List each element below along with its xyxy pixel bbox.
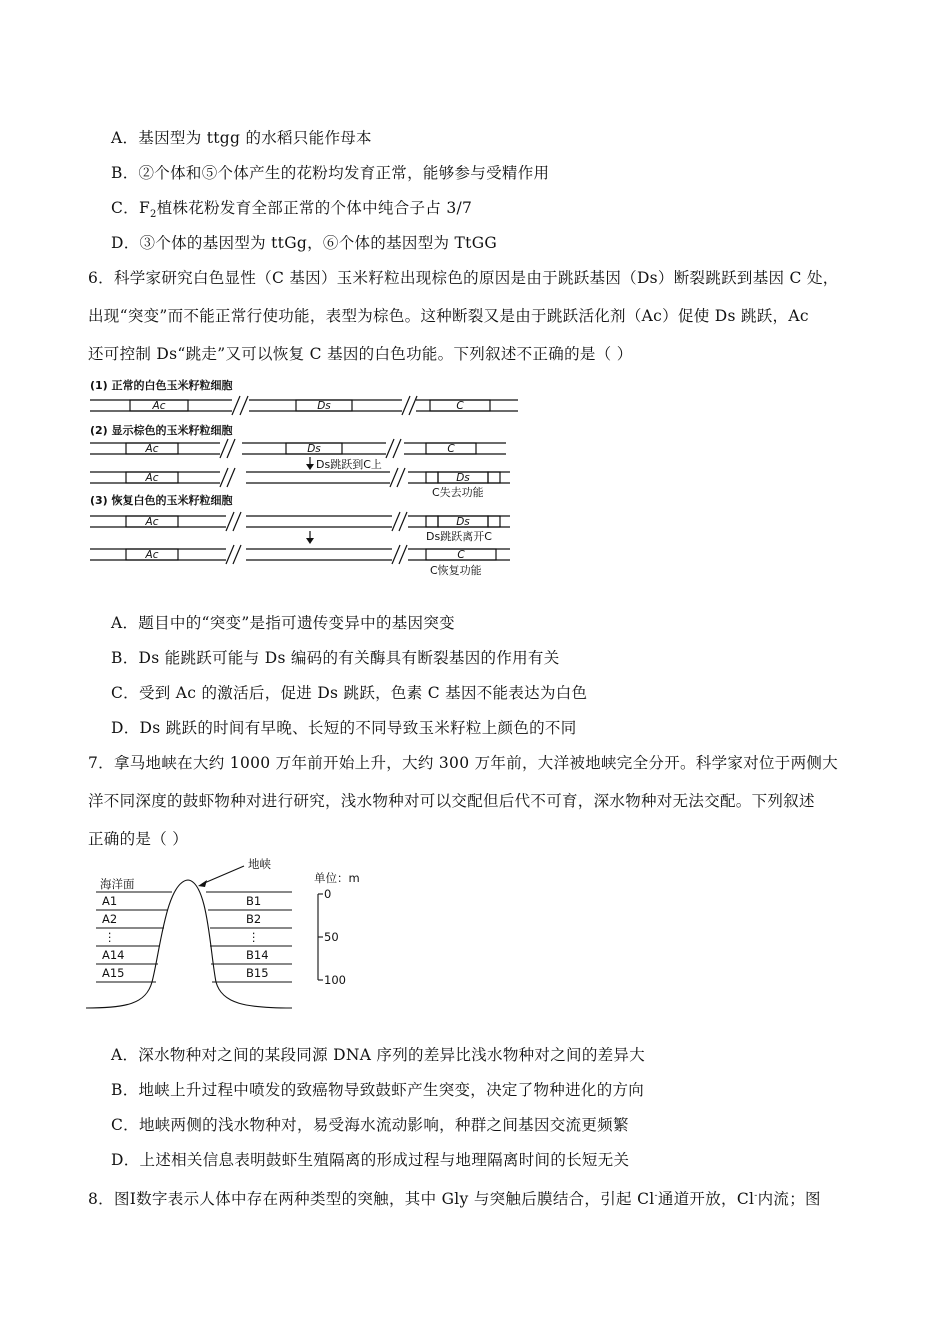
q5-option-b: B．②个体和⑤个体产生的花粉均发育正常，能够参与受精作用 [111, 164, 550, 182]
fig6-c-5: C [457, 549, 465, 561]
q7-option-d: D．上述相关信息表明鼓虾生殖隔离的形成过程与地理隔离时间的长短无关 [111, 1151, 630, 1169]
fig6-ds-3: Ds [456, 472, 470, 484]
fig6-ds-1: Ds [317, 400, 331, 412]
q7-stem-line-3: 正确的是（ ） [88, 830, 189, 848]
fig7-unit-label: 单位：m [314, 871, 360, 885]
q5-option-d: D．③个体的基因型为 ttGg，⑥个体的基因型为 TtGG [111, 234, 498, 252]
fig6-ac-5: Ac [145, 549, 159, 561]
q6-option-a: A．题目中的“突变”是指可遗传变异中的基因突变 [111, 614, 455, 632]
q6-chromosome-figure [86, 375, 526, 585]
fig7-right-b2: B2 [246, 912, 262, 926]
fig7-isthmus-label: 地峡 [248, 857, 271, 871]
fig7-sea-surface-label: 海洋面 [100, 877, 135, 891]
fig7-left-a14: A14 [102, 948, 125, 962]
fig7-right-b1: B1 [246, 894, 262, 908]
fig7-left-a15: A15 [102, 966, 125, 980]
fig6-c-lost-label: C失去功能 [432, 486, 484, 499]
q7-option-b: B．地峡上升过程中喷发的致癌物导致鼓虾产生突变，决定了物种进化的方向 [111, 1081, 645, 1099]
fig6-ac-4: Ac [145, 516, 159, 528]
fig7-right-b15: B15 [246, 966, 269, 980]
fig7-right-dots: ⋮ [248, 930, 260, 944]
fig7-tick-100: 100 [324, 973, 346, 987]
fig6-c-restored-label: C恢复功能 [430, 564, 482, 577]
q5-option-c: C．$F_2$植株花粉发育全部正常的个体中纯合子占 3/7 [111, 199, 473, 221]
fig6-c-1: C [456, 400, 464, 412]
fig6-label-normal: (1) 正常的白色玉米籽粒细胞 [90, 379, 233, 392]
q7-stem-line-2: 洋不同深度的鼓虾物种对进行研究，浅水物种对可以交配但后代不可育，深水物种对无法交配。下列叙述 [88, 792, 815, 810]
q6-option-d: D．Ds 跳跃的时间有早晚、长短的不同导致玉米籽粒上颜色的不同 [111, 719, 577, 737]
fig7-tick-0: 0 [324, 887, 332, 901]
q7-stem-line-1: 7．拿马地峡在大约 1000 万年前开始上升，大约 300 万年前，大洋被地峡完全分开。科学家对位于两侧大 [88, 754, 839, 772]
fig7-left-a1: A1 [102, 894, 118, 908]
q7-isthmus-figure [86, 852, 386, 1012]
fig6-ac-2: Ac [145, 443, 159, 455]
fig7-tick-50: 50 [324, 930, 339, 944]
fig6-ac-1: Ac [152, 400, 166, 412]
fig7-left-dots: ⋮ [104, 930, 116, 944]
fig7-left-a2: A2 [102, 912, 118, 926]
q6-option-c: C．受到 Ac 的激活后，促进 Ds 跳跃，色素 C 基因不能表达为白色 [111, 684, 588, 702]
fig6-ac-3: Ac [145, 472, 159, 484]
q7-option-c: C．地峡两侧的浅水物种对，易受海水流动影响，种群之间基因交流更频繁 [111, 1116, 629, 1134]
q6-stem-line-1: 6．科学家研究白色显性（C 基因）玉米籽粒出现棕色的原因是由于跳跃基因（Ds）断裂跳跃到基因 C 处， [88, 269, 839, 287]
fig7-right-b14: B14 [246, 948, 269, 962]
q6-stem-line-3: 还可控制 Ds“跳走”又可以恢复 C 基因的白色功能。下列叙述不正确的是（ ） [88, 345, 633, 363]
fig6-ds-4: Ds [456, 516, 470, 528]
q8-stem-line-1: 8．图Ⅰ数字表示人体中存在两种类型的突触，其中 Gly 与突触后膜结合，引起 Cl-通道开放，Cl-内流；图 [88, 1190, 821, 1209]
q5-option-a: A．基因型为 ttgg 的水稻只能作母本 [111, 129, 372, 147]
fig6-jump-away-label: Ds跳跃离开C [426, 530, 492, 543]
fig6-jump-to-label: Ds跳跃到C上 [316, 458, 382, 471]
fig6-label-brown: (2) 显示棕色的玉米籽粒细胞 [90, 424, 233, 437]
fig6-ds-2: Ds [307, 443, 321, 455]
q6-option-b: B．Ds 能跳跃可能与 Ds 编码的有关酶具有断裂基因的作用有关 [111, 649, 560, 667]
q6-stem-line-2: 出现“突变”而不能正常行使功能，表型为棕色。这种断裂又是由于跳跃活化剂（Ac）促使 Ds 跳跃，Ac [88, 307, 809, 325]
q7-option-a: A．深水物种对之间的某段同源 DNA 序列的差异比浅水物种对之间的差异大 [111, 1046, 646, 1064]
fig6-label-restored: (3) 恢复白色的玉米籽粒细胞 [90, 494, 233, 507]
fig6-c-2: C [447, 443, 455, 455]
